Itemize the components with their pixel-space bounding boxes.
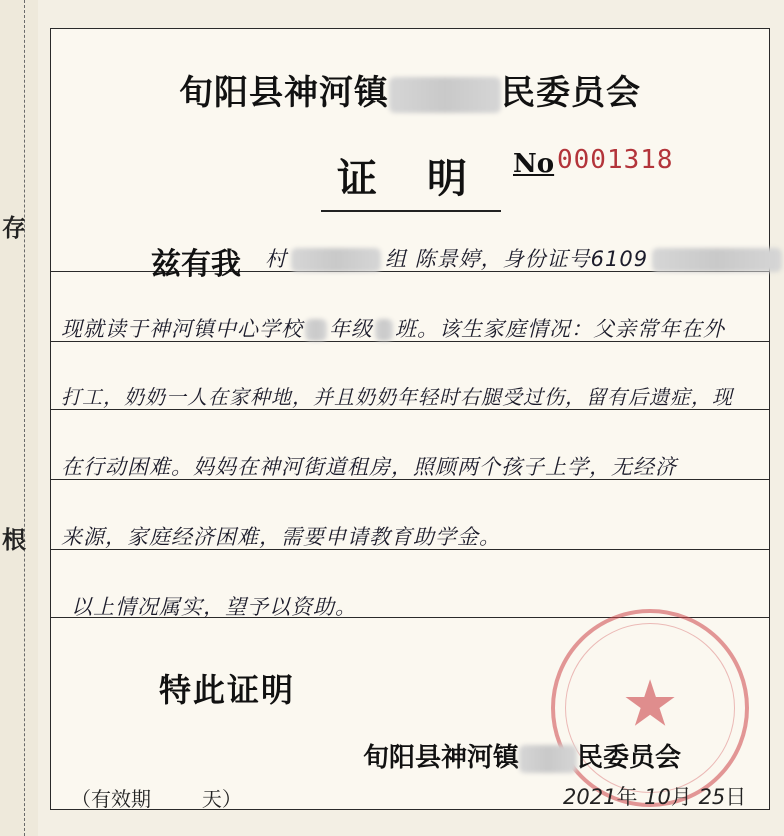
hereby-certify: 特此证明 <box>159 671 296 709</box>
org-title-prefix: 旬阳县神河镇 <box>179 73 389 113</box>
document-title: 证 明 <box>321 147 501 212</box>
certificate-frame <box>50 28 770 810</box>
handwritten-line-5: 来源，家庭经济困难，需要申请教育助学金。 <box>61 525 501 549</box>
validity-period: （有效期 天） <box>71 787 242 811</box>
handwritten-line-6: 以上情况属实，望予以资助。 <box>71 595 357 619</box>
issuer-name: 旬阳县神河镇 民委员会 <box>363 743 682 773</box>
org-title-suffix: 民委员会 <box>501 73 641 113</box>
org-title <box>51 65 769 114</box>
redacted-block <box>375 319 393 341</box>
handwritten-line-4: 在行动困难。妈妈在神河街道租房，照顾两个孩子上学，无经济 <box>61 455 677 479</box>
stub-char-bottom: 根 <box>2 525 26 554</box>
stub-perforation <box>24 0 25 836</box>
redacted-block <box>519 745 577 773</box>
stub-char-top: 存 <box>2 213 26 242</box>
official-seal-icon: ★ <box>551 609 749 807</box>
redacted-block <box>291 248 381 272</box>
serial-number: 0001318 <box>557 145 674 175</box>
handwritten-line-1: 村 组 陈景婷，身份证号6109 <box>265 243 782 273</box>
redacted-block <box>305 319 327 341</box>
stub-strip <box>0 0 38 836</box>
number-label: No <box>513 149 555 179</box>
redacted-block <box>389 77 501 113</box>
lead-text: 兹有我 <box>151 247 241 282</box>
handwritten-line-2: 现就读于神河镇中心学校 年级 班。该生家庭情况：父亲常年在外 <box>61 317 725 341</box>
issue-date: 2021年 10月 25日 <box>563 785 747 809</box>
handwritten-line-3: 打工，奶奶一人在家种地，并且奶奶年轻时右腿受过伤，留有后遗症，现 <box>61 385 733 409</box>
redacted-block <box>652 248 782 272</box>
